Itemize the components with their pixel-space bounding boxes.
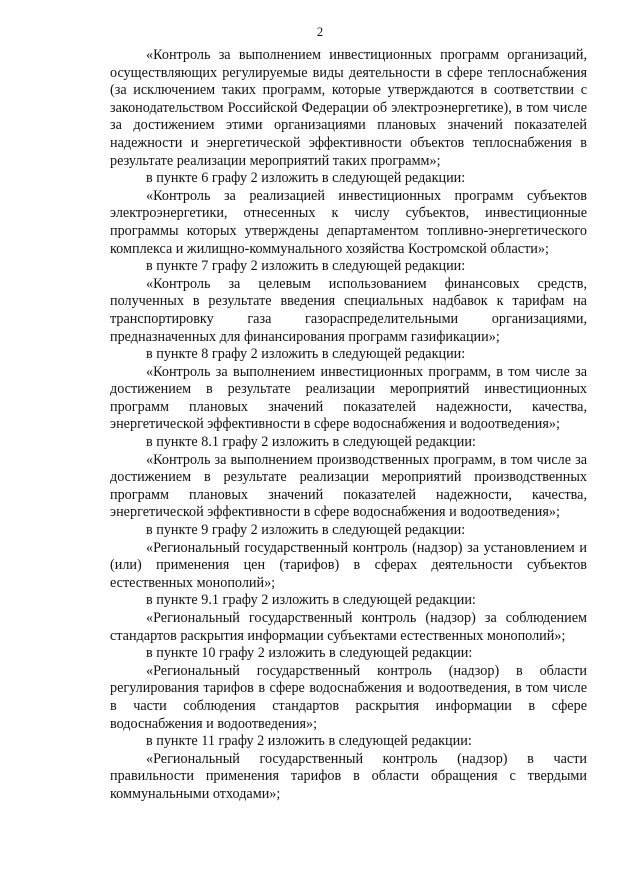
paragraph-clause-10-text: «Региональный государственный контроль (надзор) в области регулирования тарифов в сфере водоснабжения и водоотведения, в том числе в части соблюдения стандартов раскрытия информации в сфере водоснабжения и водоотведения»; (110, 662, 587, 732)
paragraph-instruction-clause-10: в пункте 10 графу 2 изложить в следующей редакции: (146, 645, 473, 662)
paragraph-instruction-clause-9: в пункте 9 графу 2 изложить в следующей редакции: (146, 522, 466, 539)
paragraph-instruction-clause-7: в пункте 7 графу 2 изложить в следующей редакции: (146, 258, 466, 275)
paragraph-clause-6-text: «Контроль за реализацией инвестиционных программ субъектов электроэнергетики, отнесенных к числу субъектов, инвестиционные программы которых утверждены департаментом топливно-энергетического комплекса и жилищно-коммунального хозяйства Костромской области»; (110, 187, 587, 257)
paragraph-clause-9-text: «Региональный государственный контроль (надзор) за установлением и (или) применения цен (тарифов) в сферах деятельности субъектов естественных монополий»; (110, 539, 587, 591)
paragraph-instruction-clause-6: в пункте 6 графу 2 изложить в следующей редакции: (146, 170, 466, 187)
paragraph-instruction-clause-11: в пункте 11 графу 2 изложить в следующей редакции: (146, 733, 472, 750)
paragraph-clause-7-text: «Контроль за целевым использованием финансовых средств, полученных в результате введения специальных надбавок к тарифам на транспортировку газа газораспределительными организациями, предназначенных для финансирования программ газификации»; (110, 275, 587, 345)
paragraph-instruction-clause-9-1: в пункте 9.1 графу 2 изложить в следующей редакции: (146, 592, 476, 609)
paragraph-clause-9-1-text: «Региональный государственный контроль (надзор) за соблюдением стандартов раскрытия информации субъектами естественных монополий»; (110, 610, 587, 644)
paragraph-instruction-clause-8-1: в пункте 8.1 графу 2 изложить в следующей редакции: (146, 434, 476, 451)
paragraph-clause-5-text: «Контроль за выполнением инвестиционных программ организаций, осуществляющих регулируемые виды деятельности в сфере теплоснабжения (за исключением таких программ, которые утверждаются в соответствии с законодательством Российской Федерации об электроэнергетике), в том числе за достижением этими организациями плановых значений показателей надежности и энергетической эффективности объектов теплоснабжения в результате реализации мероприятий таких программ»; (110, 47, 587, 169)
document-body (110, 47, 587, 804)
paragraph-clause-8-text: «Контроль за выполнением инвестиционных программ, в том числе за достижением в результате реализации мероприятий инвестиционных программ плановых значений показателей надежности, качества, энергетической эффективности в сфере водоснабжения и водоотведения»; (110, 363, 587, 433)
paragraph-clause-11-text: «Региональный государственный контроль (надзор) в части правильности применения тарифов в области обращения с твердыми коммунальными отходами»; (110, 750, 587, 802)
page-number: 2 (316, 25, 324, 39)
paragraph-clause-8-1-text: «Контроль за выполнением производственных программ, в том числе за достижением в результате реализации мероприятий производственных программ плановых значений показателей надежности, качества, энергетической эффективности в сфере водоснабжения и водоотведения»; (110, 451, 587, 521)
paragraph-instruction-clause-8: в пункте 8 графу 2 изложить в следующей редакции: (146, 346, 466, 363)
